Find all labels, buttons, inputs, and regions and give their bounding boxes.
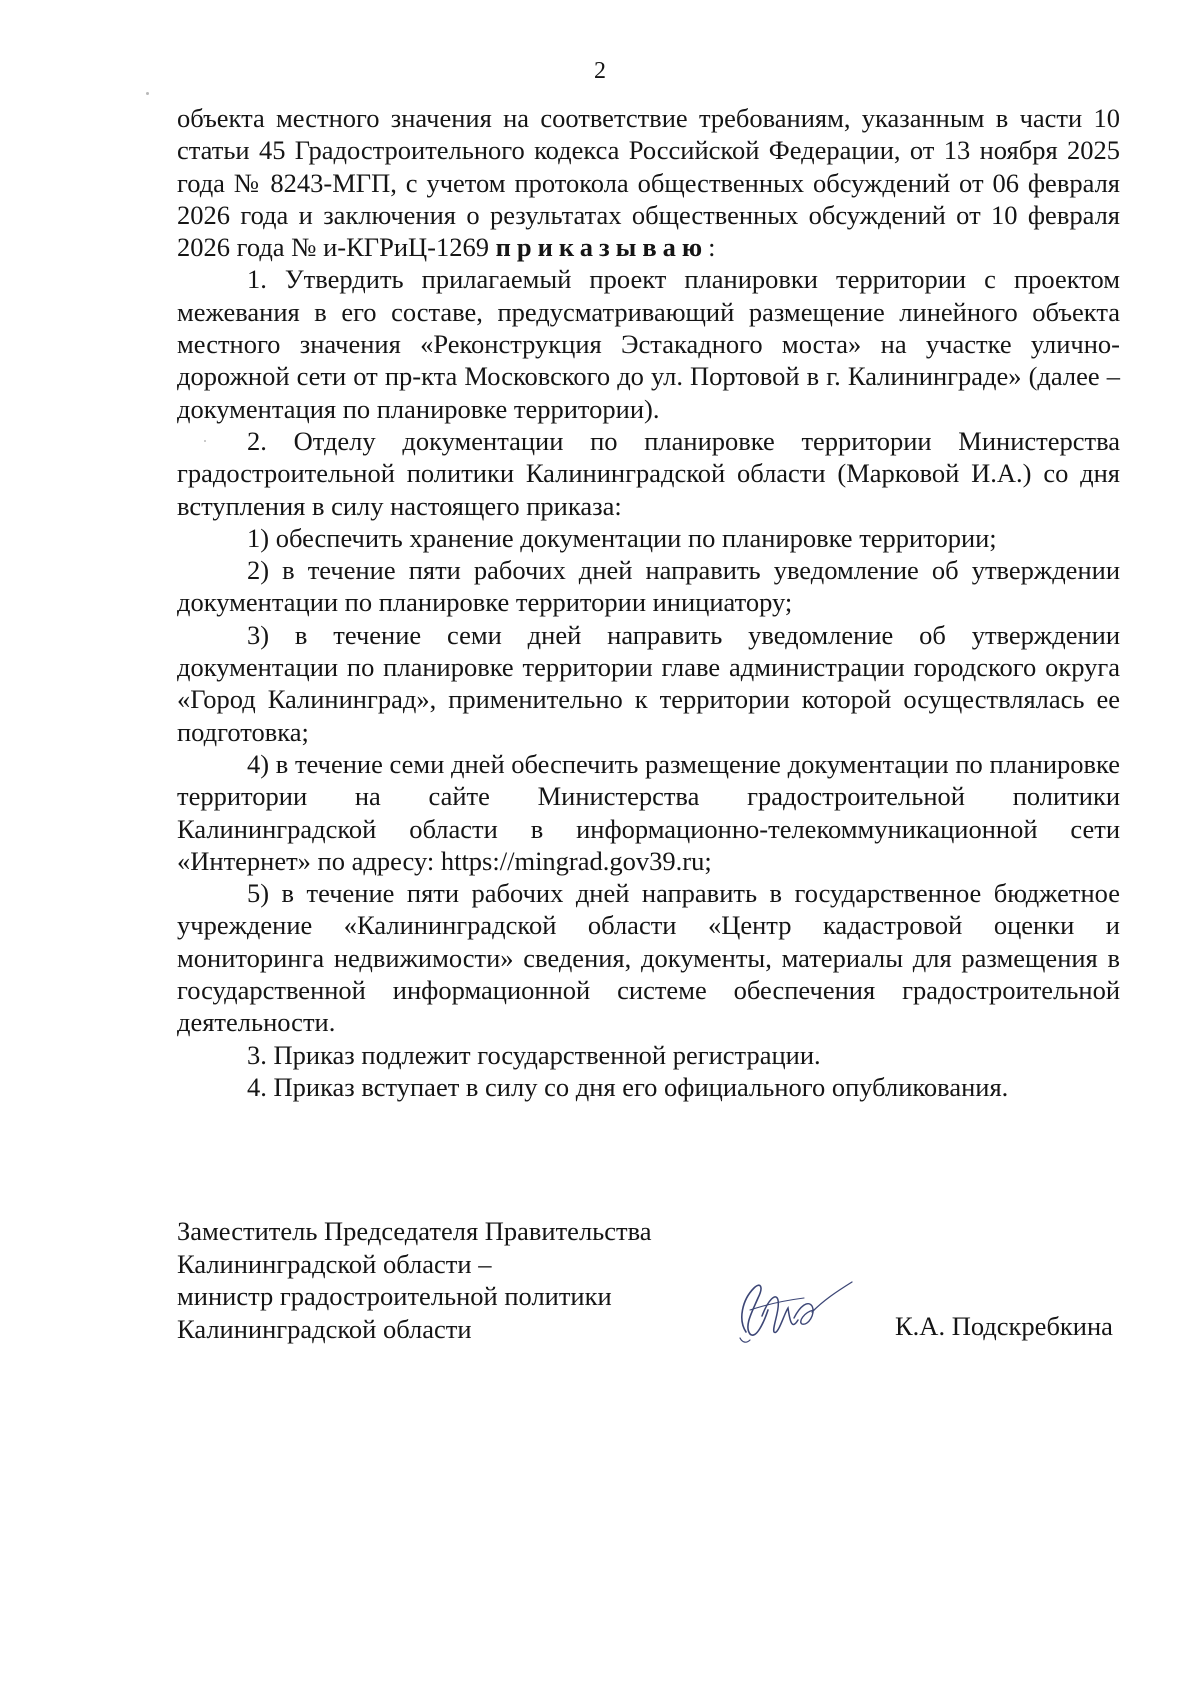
intro-paragraph bbox=[177, 102, 1120, 263]
subitem-1-storage: 1) обеспечить хранение документации по планировке территории; bbox=[247, 522, 997, 553]
intro-text: объекта местного значения на соответствие требованиям, указанным в части 10 статьи 45 Градостроительного кодекса Российской Федерации, от 13 ноября 2025 года № 8243-МГП, с учетом протокола общественных обсуждений от 06 февраля 2026 года и заключения о результатах общественных обсуждений от 10 февраля 2026 года № и-КГРиЦ-1269 bbox=[177, 103, 1120, 263]
subitem-4-publish: 4) в течение семи дней обеспечить размещение документации по планировке территории на сайте Министерства градостроительной политики Калининградской области в информационно-телекоммуникационной сети «Интернет» по адресу: https://mingrad.gov39.ru; bbox=[177, 748, 1120, 876]
item-3-registration: 3. Приказ подлежит государственной регистрации. bbox=[247, 1039, 821, 1070]
handwritten-signature bbox=[728, 1270, 858, 1350]
signatory-name: К.А. Подскребкина bbox=[895, 1311, 1113, 1341]
decree-colon: : bbox=[708, 232, 716, 263]
position-line: Заместитель Председателя Правительства bbox=[177, 1216, 652, 1246]
subitem-5-send-info: 5) в течение пяти рабочих дней направить в государственное бюджетное учреждение «Калининградской области «Центр кадастровой оценки и мониторинга недвижимости» сведения, документы, материалы для размещения в государственной информационной системе обеспечения градостроительной деятельности. bbox=[177, 878, 1120, 1038]
item-4-effective: 4. Приказ вступает в силу со дня его официального опубликования. bbox=[247, 1071, 1009, 1102]
item-2-department: 2. Отделу документации по планировке территории Министерства градостроительной политики Калининградской области (Марковой И.А.) со дня вступления в силу настоящего приказа: bbox=[177, 425, 1120, 521]
position-line: Калининградской области bbox=[177, 1313, 472, 1344]
document-body bbox=[177, 102, 1120, 1103]
scan-speck bbox=[146, 92, 149, 95]
item-1-approve: 1. Утвердить прилагаемый проект планировки территории с проектом межевания в его составе, предусматривающий размещение линейного объекта местного значения «Реконструкция Эстакадного моста» на участке улично-дорожной сети от пр-кта Московского до ул. Портовой в г. Калининграде» (далее – документация по планировке территории). bbox=[177, 264, 1120, 424]
position-line: министр градостроительной политики bbox=[177, 1281, 612, 1311]
subitem-2-notify-initiator: 2) в течение пяти рабочих дней направить уведомление об утверждении документации по планировке территории инициатору; bbox=[177, 555, 1120, 618]
page-number: 2 bbox=[594, 58, 606, 84]
signatory-position bbox=[177, 1215, 652, 1345]
position-line: Калининградской области – bbox=[177, 1248, 492, 1279]
subitem-3-notify-head: 3) в течение семи дней направить уведомление об утверждении документации по планировке территории главе администрации городского округа «Город Калининград», применительно к территории которой осуществлялась ее подготовка; bbox=[177, 619, 1120, 747]
decree-word: приказываю bbox=[495, 232, 709, 263]
